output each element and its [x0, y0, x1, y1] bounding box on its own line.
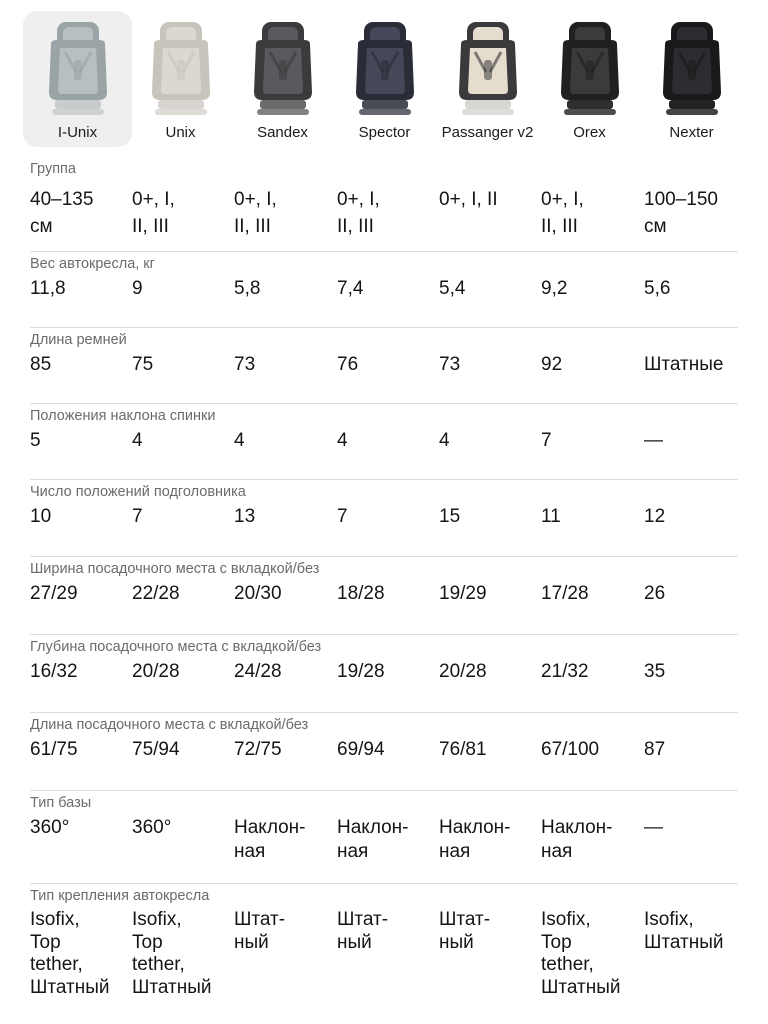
- row-label: Длина ремней: [30, 332, 127, 348]
- cell-unix: 0+, I, II, III: [132, 189, 175, 237]
- product-card-passanger-v2[interactable]: [433, 11, 542, 147]
- car-seat-image-orex: [555, 20, 625, 118]
- cell-i-unix: 11,8: [30, 278, 66, 299]
- product-name: I-Unix: [57, 124, 98, 141]
- product-name: Unix: [165, 124, 196, 141]
- row-label: Глубина посадочного места с вкладкой/без: [30, 639, 322, 655]
- row-label: Группа: [30, 161, 76, 177]
- cell-passanger-v2: 0+, I, II: [439, 189, 498, 210]
- cell-nexter: 87: [644, 739, 666, 760]
- cell-sandex: 24/28: [234, 661, 282, 682]
- cell-orex: 17/28: [541, 583, 589, 604]
- cell-i-unix: 16/32: [30, 661, 78, 682]
- product-name: Sandex: [257, 124, 308, 141]
- product-card-spector[interactable]: [330, 11, 439, 147]
- cell-nexter: Штатные: [644, 354, 724, 375]
- cell-spector: 69/94: [337, 739, 385, 760]
- product-card-orex[interactable]: [535, 11, 644, 147]
- cell-sandex: 20/30: [234, 583, 282, 604]
- product-name: Passanger v2: [441, 124, 534, 141]
- cell-i-unix: 5: [30, 430, 41, 451]
- cell-spector: 76: [337, 354, 359, 375]
- row-label: Положения наклона спинки: [30, 408, 216, 424]
- cell-nexter: —: [644, 430, 663, 451]
- cell-i-unix: 61/75: [30, 739, 78, 760]
- row-seat-length: [30, 713, 738, 791]
- cell-sandex: 13: [234, 506, 256, 527]
- cell-passanger-v2: 20/28: [439, 661, 487, 682]
- cell-sandex: 4: [234, 430, 245, 451]
- cell-passanger-v2: Штат- ный: [439, 909, 491, 953]
- cell-nexter: 5,6: [644, 278, 671, 299]
- car-seat-image-sandex: [248, 20, 318, 118]
- cell-i-unix: 10: [30, 506, 52, 527]
- row-label: Тип крепления автокресла: [30, 888, 210, 904]
- cell-i-unix: 85: [30, 354, 52, 375]
- cell-spector: 19/28: [337, 661, 385, 682]
- cell-spector: 18/28: [337, 583, 385, 604]
- cell-nexter: 100–150 см: [644, 189, 718, 237]
- car-seat-image-spector: [350, 20, 420, 118]
- cell-sandex: Штат- ный: [234, 909, 286, 953]
- product-card-nexter[interactable]: [637, 11, 746, 147]
- cell-unix: 22/28: [132, 583, 180, 604]
- cell-passanger-v2: Наклон- ная: [439, 817, 511, 862]
- cell-sandex: 72/75: [234, 739, 282, 760]
- row-seat-weight: [30, 252, 738, 328]
- cell-spector: Штат- ный: [337, 909, 389, 953]
- cell-passanger-v2: 73: [439, 354, 461, 375]
- cell-spector: 7,4: [337, 278, 364, 299]
- car-seat-image-passanger-v2: [453, 20, 523, 118]
- cell-unix: 75: [132, 354, 154, 375]
- cell-i-unix: Isofix, Top tether, Штатный: [30, 909, 110, 998]
- car-seat-image-nexter: [657, 20, 727, 118]
- cell-nexter: —: [644, 817, 663, 838]
- product-card-i-unix[interactable]: [23, 11, 132, 147]
- cell-unix: 75/94: [132, 739, 180, 760]
- cell-nexter: Isofix, Штатный: [644, 909, 724, 953]
- cell-orex: 11: [541, 506, 561, 527]
- row-recline-positions: [30, 404, 738, 480]
- cell-passanger-v2: 4: [439, 430, 450, 451]
- row-label: Тип базы: [30, 795, 92, 811]
- cell-sandex: 73: [234, 354, 256, 375]
- cell-orex: 92: [541, 354, 563, 375]
- cell-passanger-v2: 19/29: [439, 583, 487, 604]
- cell-spector: 7: [337, 506, 348, 527]
- cell-unix: 20/28: [132, 661, 180, 682]
- car-seat-image-unix: [146, 20, 216, 118]
- cell-i-unix: 360°: [30, 817, 70, 838]
- cell-unix: 4: [132, 430, 143, 451]
- product-card-unix[interactable]: [126, 11, 235, 147]
- row-headrest-positions: [30, 480, 738, 557]
- cell-sandex: Наклон- ная: [234, 817, 306, 862]
- cell-orex: 67/100: [541, 739, 600, 760]
- product-card-sandex[interactable]: [228, 11, 337, 147]
- cell-sandex: 0+, I, II, III: [234, 189, 277, 237]
- row-base-type: [30, 791, 738, 884]
- product-name: Spector: [358, 124, 411, 141]
- product-selector: [23, 11, 743, 147]
- cell-passanger-v2: 15: [439, 506, 461, 527]
- cell-passanger-v2: 76/81: [439, 739, 487, 760]
- cell-unix: 9: [132, 278, 143, 299]
- product-name: Orex: [573, 124, 606, 141]
- row-label: Ширина посадочного места с вкладкой/без: [30, 561, 320, 577]
- cell-i-unix: 27/29: [30, 583, 78, 604]
- cell-nexter: 26: [644, 583, 666, 604]
- cell-i-unix: 40–135 см: [30, 189, 94, 237]
- cell-spector: 4: [337, 430, 348, 451]
- cell-unix: Isofix, Top tether, Штатный: [132, 909, 212, 998]
- cell-nexter: 35: [644, 661, 666, 682]
- cell-orex: Isofix, Top tether, Штатный: [541, 909, 621, 998]
- cell-passanger-v2: 5,4: [439, 278, 466, 299]
- row-label: Вес автокресла, кг: [30, 256, 155, 272]
- row-label: Число положений подголовника: [30, 484, 246, 500]
- cell-orex: 9,2: [541, 278, 568, 299]
- cell-orex: 7: [541, 430, 552, 451]
- cell-unix: 360°: [132, 817, 172, 838]
- row-group: [30, 157, 738, 252]
- car-seat-image-i-unix: [43, 20, 113, 118]
- cell-spector: Наклон- ная: [337, 817, 409, 862]
- comparison-table: [30, 157, 738, 1004]
- row-label: Длина посадочного места с вкладкой/без: [30, 717, 309, 733]
- cell-unix: 7: [132, 506, 143, 527]
- row-seat-depth: [30, 635, 738, 713]
- row-seat-width: [30, 557, 738, 635]
- cell-spector: 0+, I, II, III: [337, 189, 380, 237]
- cell-nexter: 12: [644, 506, 666, 527]
- row-mount-type: [30, 884, 738, 1004]
- row-belt-length: [30, 328, 738, 404]
- cell-orex: 0+, I, II, III: [541, 189, 584, 237]
- cell-orex: Наклон- ная: [541, 817, 613, 862]
- cell-sandex: 5,8: [234, 278, 261, 299]
- product-name: Nexter: [669, 124, 714, 141]
- cell-orex: 21/32: [541, 661, 589, 682]
